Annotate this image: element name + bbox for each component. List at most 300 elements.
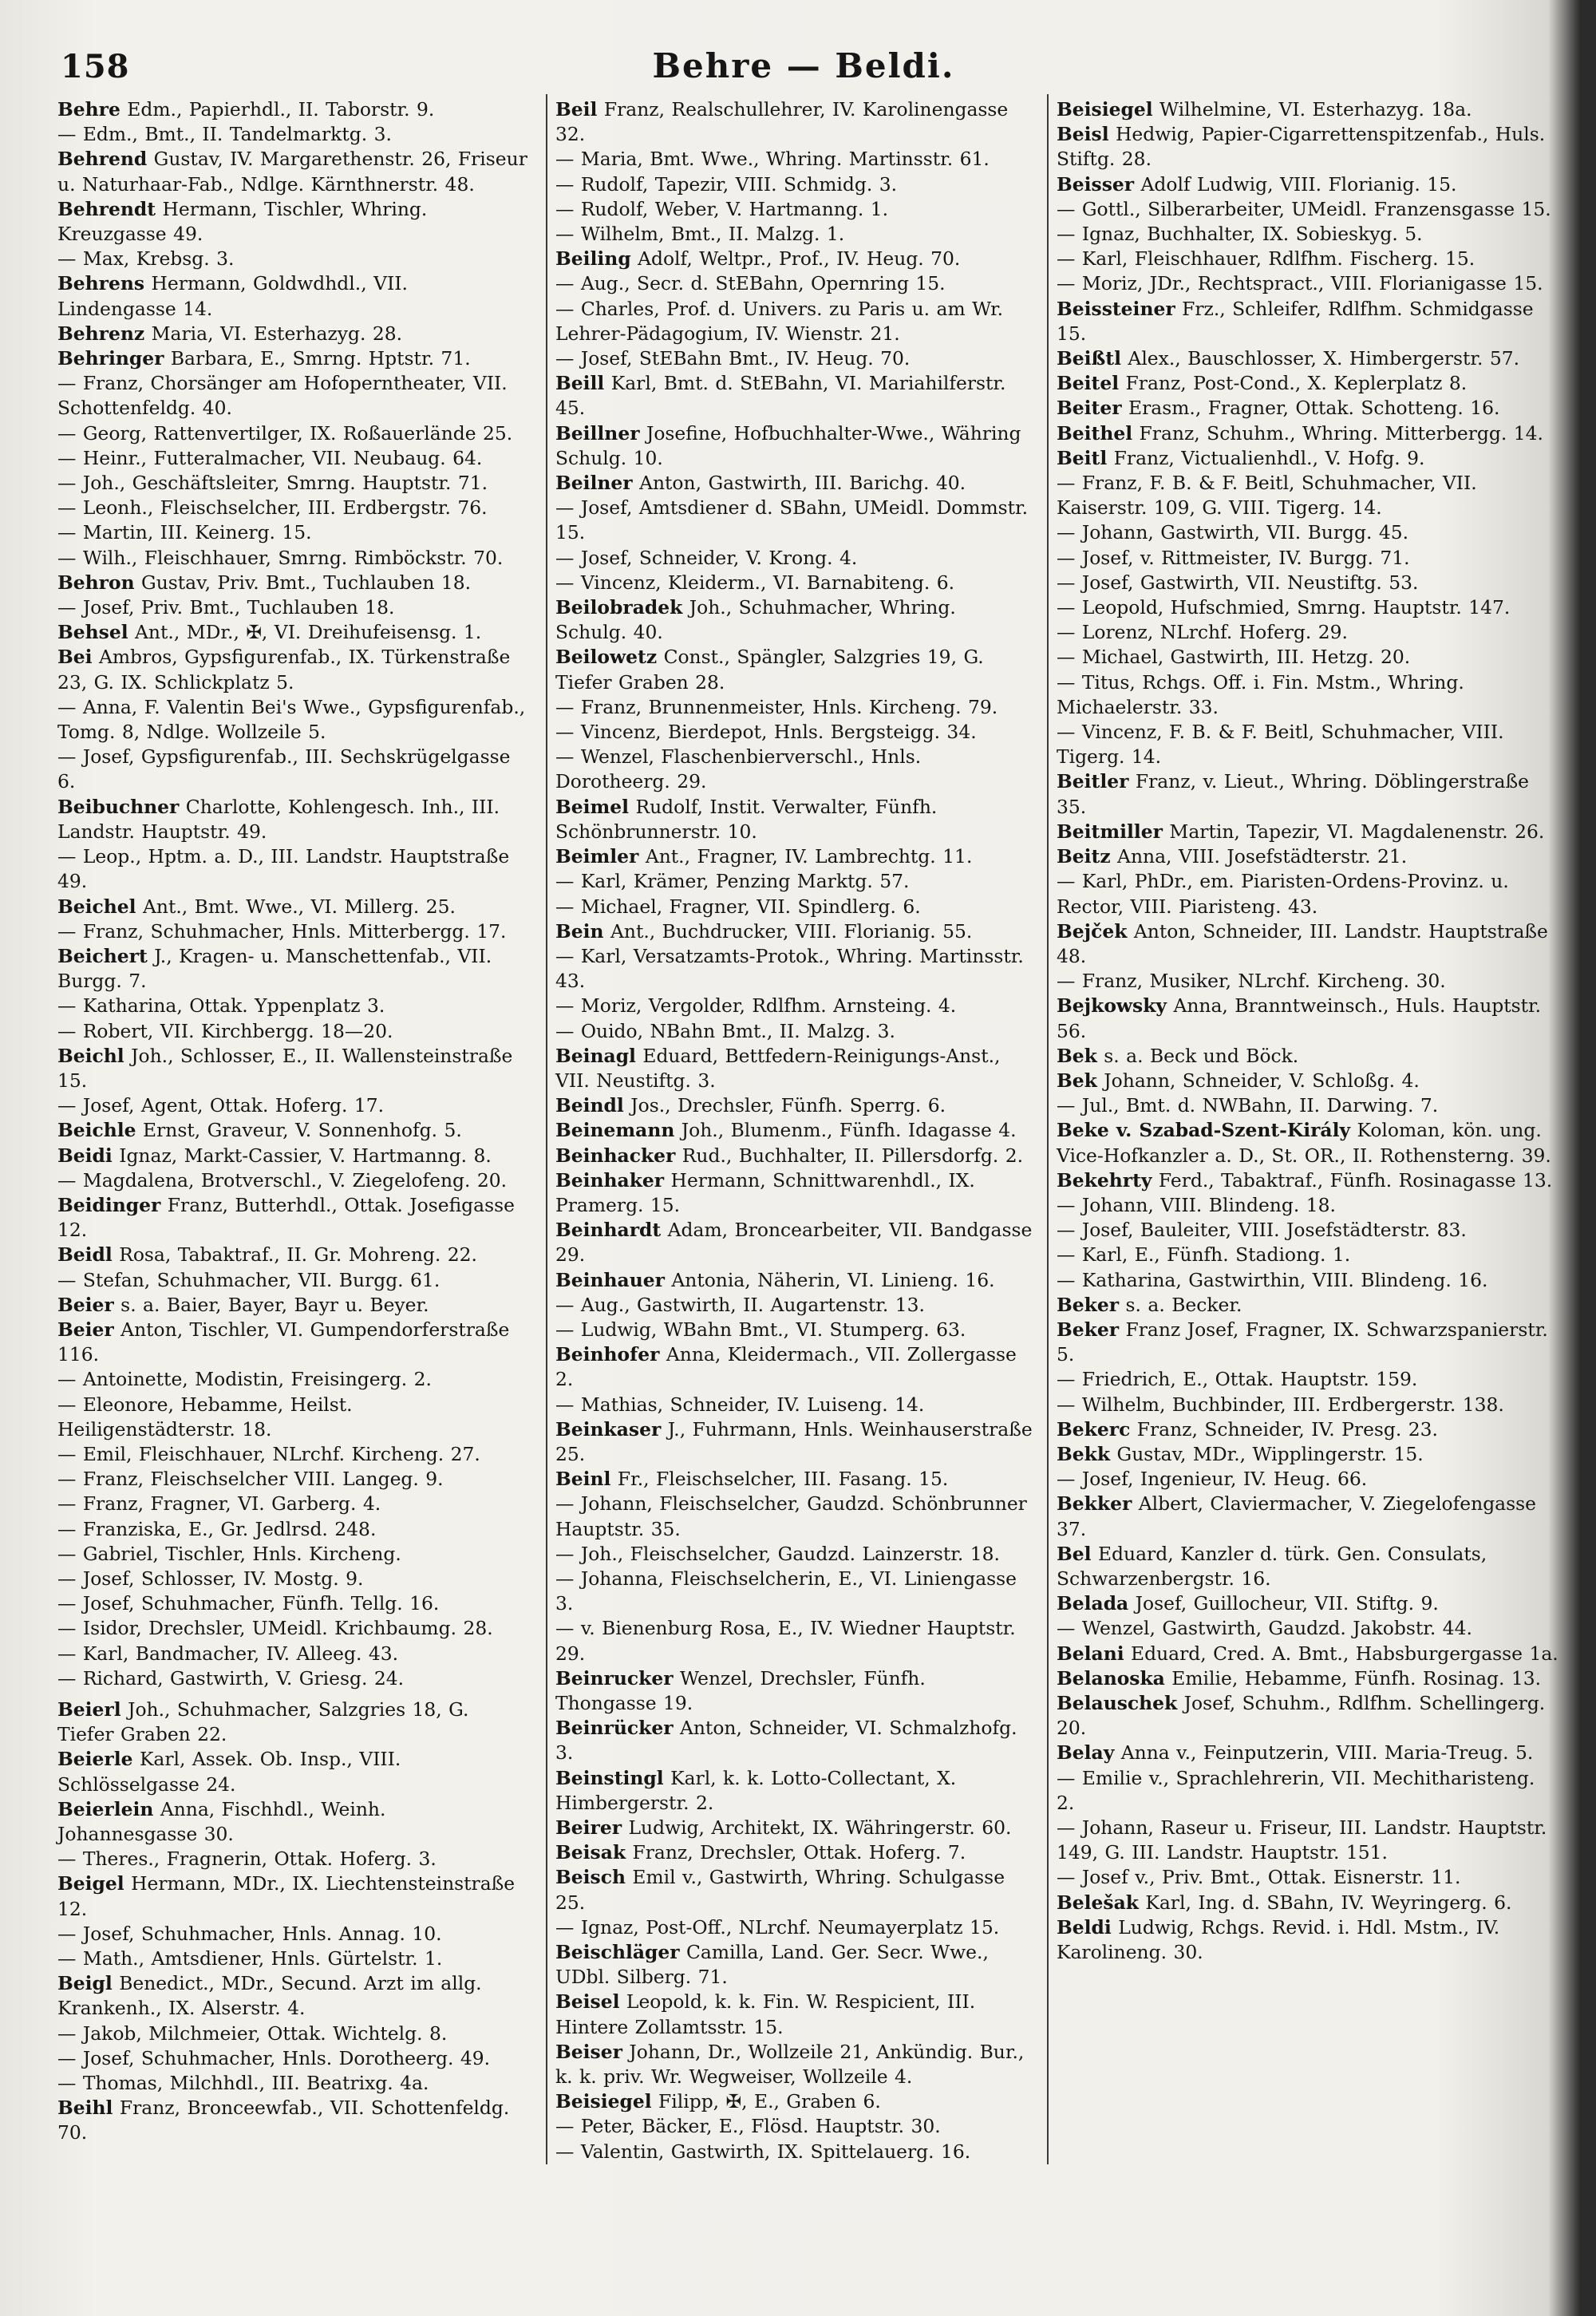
entry-text: Joh., Schuhmacher, Salzgries 18, G. Tiefer Graben 22.: [57, 1698, 469, 1746]
directory-entry: [555, 1816, 1033, 1840]
directory-entry: [57, 247, 531, 271]
entry-surname: Belauschek: [1057, 1692, 1178, 1714]
directory-columns: [57, 97, 1582, 2164]
entry-text: Ferd., Tabaktraf., Fünfh. Rosinagasse 13.: [1152, 1168, 1553, 1192]
entry-text: Rud., Buchhalter, II. Pillersdorfg. 2.: [675, 1144, 1024, 1167]
entry-surname: Beilobradek: [555, 596, 683, 619]
entry-text: — Rudolf, Weber, V. Hartmanng. 1.: [555, 197, 889, 220]
directory-entry: [555, 2140, 1033, 2164]
directory-entry: [57, 1393, 531, 1442]
entry-text: Joh., Schlosser, E., II. Wallensteinstraße 15.: [57, 1044, 513, 1092]
entry-text: — Josef v., Priv. Bmt., Ottak. Eisnerstr. 11.: [1057, 1866, 1461, 1889]
entry-text: Johann, Dr., Wollzeile 21, Ankündig. Bur., k. k. priv. Wr. Wegweiser, Wollzeile 4.: [555, 2040, 1025, 2089]
directory-entry: [555, 1567, 1033, 1616]
directory-entry: [57, 97, 531, 122]
directory-entry: [555, 645, 1033, 694]
directory-entry: [1057, 520, 1559, 545]
directory-entry: [555, 695, 1033, 720]
entry-text: Const., Spängler, Salzgries 19, G. Tiefer Graben 28.: [555, 646, 984, 694]
entry-surname: Beisiegel: [1057, 98, 1153, 121]
directory-entry: [57, 1044, 531, 1093]
entry-text: Ant., Fragner, IV. Lambrechtg. 11.: [638, 845, 973, 868]
directory-entry: [1057, 471, 1559, 520]
directory-entry: [1057, 1168, 1559, 1193]
directory-entry: [555, 1766, 1033, 1816]
entry-text: Eduard, Kanzler d. türk. Gen. Consulats, Schwarzenbergstr. 16.: [1057, 1542, 1487, 1590]
entry-surname: Beke v. Szabad-Szent-Király: [1057, 1119, 1351, 1142]
page-number: 158: [61, 48, 130, 85]
directory-entry: [1057, 1293, 1559, 1318]
entry-text: Anton, Schneider, VI. Schmalzhofg. 3.: [555, 1717, 1017, 1765]
directory-entry: [57, 2046, 531, 2071]
directory-entry: [1057, 396, 1559, 421]
directory-entry: [1057, 346, 1559, 371]
directory-entry: [1057, 1093, 1559, 1118]
entry-text: — Moriz, JDr., Rechtspract., VIII. Florianigasse 15.: [1057, 272, 1543, 295]
entry-text: — Titus, Rchgs. Off. i. Fin. Mstm., Whring. Michaelerstr. 33.: [1057, 670, 1464, 718]
entry-surname: Bek: [1057, 1069, 1097, 1092]
entry-text: — Jul., Bmt. d. NWBahn, II. Darwing. 7.: [1057, 1094, 1439, 1117]
directory-entry: [555, 1940, 1033, 1990]
entry-text: — Max, Krebsg. 3.: [57, 247, 235, 271]
directory-entry: [555, 1840, 1033, 1865]
entry-text: Ant., Bmt. Wwe., VI. Millerg. 25.: [136, 895, 456, 918]
directory-entry: [555, 795, 1033, 844]
directory-entry: [555, 1293, 1033, 1318]
entry-surname: Beierl: [57, 1698, 121, 1721]
entry-text: — Karl, E., Fünfh. Stadiong. 1.: [1057, 1243, 1351, 1267]
directory-entry: [555, 1318, 1033, 1342]
directory-entry: [555, 1542, 1033, 1567]
directory-entry: [57, 1946, 531, 1971]
directory-entry: [57, 1268, 531, 1293]
entry-surname: Beierlein: [57, 1797, 154, 1820]
entry-text: — Ouido, NBahn Bmt., II. Malzg. 3.: [555, 1019, 895, 1042]
entry-text: — v. Bienenburg Rosa, E., IV. Wiedner Hauptstr. 29.: [555, 1617, 1016, 1665]
entry-surname: Beisel: [555, 1990, 620, 2014]
entry-surname: Beinhofer: [555, 1343, 660, 1366]
directory-entry: [1057, 1492, 1559, 1541]
entry-text: — Josef, Schuhmacher, Hnls. Dorotheerg. 49.: [57, 2046, 491, 2069]
entry-surname: Beisak: [555, 1841, 626, 1864]
entry-surname: Belešak: [1057, 1891, 1139, 1914]
entry-text: Karl, Bmt. d. StEBahn, VI. Mariahilferstr. 45.: [555, 372, 1006, 420]
directory-entry: [555, 1990, 1033, 2039]
entry-text: — Josef, Schuhmacher, Fünfh. Tellg. 16.: [57, 1592, 440, 1615]
entry-text: — Vincenz, F. B. & F. Beitl, Schuhmacher, VIII. Tigerg. 14.: [1057, 721, 1504, 769]
entry-text: — Emil, Fleischhauer, NLrchf. Kircheng. 27.: [57, 1442, 480, 1465]
directory-entry: [1057, 994, 1559, 1043]
entry-text: — Valentin, Gastwirth, IX. Spittelauerg. 16.: [555, 2140, 971, 2163]
entry-text: Franz, Bronceewfab., VII. Schottenfeldg. 70.: [57, 2097, 510, 2144]
entry-text: Joh., Schuhmacher, Whring. Schulg. 40.: [555, 596, 956, 644]
entry-surname: Beier: [57, 1318, 114, 1341]
directory-entry: [1057, 595, 1559, 620]
column-2: [555, 97, 1041, 2164]
entry-text: Anna, Kleidermach., VII. Zollergasse 2.: [555, 1343, 1017, 1391]
entry-surname: Beinrücker: [555, 1717, 674, 1740]
directory-entry: [1057, 1891, 1559, 1915]
directory-entry: [57, 147, 531, 196]
entry-surname: Beißtl: [1057, 347, 1121, 370]
directory-entry: [555, 2114, 1033, 2139]
directory-entry: [1057, 1118, 1559, 1168]
entry-surname: Beischläger: [555, 1941, 680, 1964]
directory-entry: [57, 2096, 531, 2145]
directory-entry: [1057, 645, 1559, 670]
entry-surname: Beinhacker: [555, 1144, 676, 1167]
entry-text: Anna v., Feinputzerin, VIII. Maria-Treug. 5.: [1114, 1741, 1534, 1765]
directory-entry: [1057, 869, 1559, 919]
entry-text: — Katharina, Gastwirthin, VIII. Blindeng. 16.: [1057, 1268, 1488, 1291]
entry-surname: Behrens: [57, 272, 145, 295]
entry-text: Adam, Broncearbeiter, VII. Bandgasse 29.: [555, 1219, 1033, 1267]
directory-entry: [1057, 720, 1559, 769]
directory-entry: [57, 895, 531, 919]
entry-text: — Robert, VII. Kirchbergg. 18—20.: [57, 1019, 393, 1042]
entry-text: — Michael, Gastwirth, III. Hetzg. 20.: [1057, 646, 1411, 669]
directory-entry: [555, 720, 1033, 745]
entry-text: — Martin, III. Keinerg. 15.: [57, 521, 312, 544]
directory-entry: [555, 1044, 1033, 1093]
entry-text: Ignaz, Markt-Cassier, V. Hartmanng. 8.: [112, 1144, 492, 1167]
entry-text: J., Kragen- u. Manschettenfab., VII. Burgg. 7.: [57, 944, 492, 993]
entry-text: — Rudolf, Tapezir, VIII. Schmidg. 3.: [555, 172, 898, 196]
entry-surname: Behringer: [57, 347, 164, 370]
directory-entry: [57, 197, 531, 247]
entry-text: Eduard, Cred. A. Bmt., Habsburgergasse 1a.: [1124, 1642, 1558, 1665]
directory-entry: [1057, 247, 1559, 271]
directory-entry: [57, 1144, 531, 1168]
entry-surname: Beisch: [555, 1866, 626, 1889]
entry-text: — Emilie v., Sprachlehrerin, VII. Mechitharisteng. 2.: [1057, 1766, 1535, 1814]
entry-text: Anton, Tischler, VI. Gumpendorferstraße 116.: [57, 1318, 510, 1366]
directory-entry: [1057, 197, 1559, 222]
entry-text: Anton, Gastwirth, III. Barichg. 40.: [632, 472, 966, 495]
entry-text: Hermann, Goldwdhdl., VII. Lindengasse 14.: [57, 272, 408, 320]
entry-text: — Gabriel, Tischler, Hnls. Kircheng.: [57, 1542, 401, 1565]
entry-text: — Aug., Secr. d. StEBahn, Opernring 15.: [555, 272, 946, 295]
entry-text: — Karl, Bandmacher, IV. Alleeg. 43.: [57, 1642, 399, 1665]
entry-surname: Beisser: [1057, 172, 1135, 196]
directory-entry: [57, 1847, 531, 1871]
entry-text: Charlotte, Kohlengesch. Inh., III. Landstr. Hauptstr. 49.: [57, 795, 500, 843]
entry-surname: Beitel: [1057, 372, 1120, 395]
entry-surname: Beitl: [1057, 446, 1108, 469]
entry-text: Karl, Assek. Ob. Insp., VIII. Schlösselgasse 24.: [57, 1748, 401, 1796]
directory-entry: [57, 1168, 531, 1193]
entry-text: J., Fuhrmann, Hnls. Weinhauserstraße 25.: [555, 1417, 1033, 1465]
entry-text: — Isidor, Drechsler, UMeidl. Krichbaumg. 28.: [57, 1617, 493, 1640]
directory-entry: [555, 1716, 1033, 1765]
entry-surname: Beindl: [555, 1094, 624, 1117]
directory-entry: [555, 1268, 1033, 1293]
directory-entry: [57, 1293, 531, 1318]
entry-text: — Anna, F. Valentin Bei's Wwe., Gypsfigurenfab., Tomg. 8, Ndlge. Wollzeile 5.: [57, 695, 526, 744]
directory-entry: [1057, 1591, 1559, 1616]
entry-text: Josefine, Hofbuchhalter-Wwe., Währing Schulg. 10.: [555, 421, 1021, 469]
entry-text: — Heinr., Futteralmacher, VII. Neubaug. 64.: [57, 446, 483, 469]
entry-text: Anna, VIII. Josefstädterstr. 21.: [1110, 845, 1408, 868]
entry-text: Ernst, Graveur, V. Sonnenhofg. 5.: [136, 1119, 462, 1142]
entry-text: — Karl, Versatzamts-Protok., Whring. Martinsstr. 43.: [555, 944, 1024, 993]
directory-entry: [57, 1243, 531, 1267]
entry-text: Fr., Fleischselcher, III. Fasang. 15.: [610, 1468, 949, 1491]
entry-text: — Josef, v. Rittmeister, IV. Burgg. 71.: [1057, 546, 1410, 569]
entry-text: — Michael, Fragner, VII. Spindlerg. 6.: [555, 895, 921, 918]
entry-surname: Beil: [555, 98, 598, 121]
entry-text: — Antoinette, Modistin, Freisingerg. 2.: [57, 1368, 432, 1391]
entry-text: — Ignaz, Buchhalter, IX. Sobieskyg. 5.: [1057, 223, 1423, 246]
entry-text: — Josef, Gastwirth, VII. Neustiftg. 53.: [1057, 571, 1419, 594]
entry-surname: Beinkaser: [555, 1417, 662, 1441]
entry-surname: Beitmiller: [1057, 820, 1163, 843]
directory-entry: [555, 571, 1033, 595]
directory-entry: [57, 1517, 531, 1542]
directory-entry: [1057, 1467, 1559, 1492]
entry-text: Franz, v. Lieut., Whring. Döblingerstraße 35.: [1057, 770, 1529, 818]
entry-text: — Karl, Krämer, Penzing Marktg. 57.: [555, 870, 910, 893]
entry-text: s. a. Becker.: [1119, 1293, 1242, 1316]
entry-surname: Beiling: [555, 247, 631, 271]
entry-text: Ambros, Gypsfigurenfab., IX. Türkenstraße 23, G. IX. Schlickplatz 5.: [57, 646, 511, 694]
entry-surname: Bei: [57, 646, 93, 669]
directory-entry: [1057, 297, 1559, 346]
directory-entry: [57, 520, 531, 545]
directory-entry: [555, 346, 1033, 371]
entry-text: — Stefan, Schuhmacher, VII. Burgg. 61.: [57, 1268, 440, 1291]
directory-entry: [1057, 769, 1559, 819]
directory-entry: [555, 1666, 1033, 1716]
entry-text: — Josef, Schneider, V. Krong. 4.: [555, 546, 858, 569]
entry-text: — Georg, Rattenvertilger, IX. Roßauerlände 25.: [57, 421, 513, 445]
directory-entry: [555, 2089, 1033, 2114]
column-3: [1057, 97, 1567, 2164]
entry-text: — Edm., Bmt., II. Tandelmarktg. 3.: [57, 123, 392, 146]
entry-text: — Thomas, Milchhdl., III. Beatrixg. 4a.: [57, 2072, 429, 2095]
entry-surname: Beldi: [1057, 1915, 1112, 1939]
entry-text: Karl, k. k. Lotto-Collectant, X. Himbergerstr. 2.: [555, 1766, 957, 1814]
entry-surname: Bekerc: [1057, 1417, 1131, 1441]
entry-surname: Beier: [57, 1293, 114, 1316]
entry-text: — Theres., Fragnerin, Ottak. Hoferg. 3.: [57, 1848, 437, 1871]
entry-text: Emilie, Hebamme, Fünfh. Rosinag. 13.: [1164, 1666, 1542, 1690]
entry-surname: Beinhauer: [555, 1268, 665, 1291]
entry-text: Franz, Post-Cond., X. Keplerplatz 8.: [1119, 372, 1468, 395]
entry-surname: Beichl: [57, 1044, 124, 1067]
entry-text: Ant., Buchdrucker, VIII. Florianig. 55.: [603, 919, 973, 943]
directory-entry: [1057, 1865, 1559, 1890]
directory-entry: [57, 1871, 531, 1921]
entry-text: Ludwig, Architekt, IX. Währingerstr. 60.: [622, 1816, 1012, 1840]
directory-entry: [555, 844, 1033, 869]
directory-entry: [57, 994, 531, 1018]
entry-text: Wilhelmine, VI. Esterhazyg. 18a.: [1152, 98, 1472, 121]
directory-entry: [1057, 1193, 1559, 1218]
entry-surname: Beirer: [555, 1816, 622, 1840]
entry-text: Filipp, ✠, E., Graben 6.: [651, 2090, 881, 2113]
directory-entry: [57, 1093, 531, 1118]
directory-entry: [1057, 446, 1559, 471]
entry-text: Franz, Butterhdl., Ottak. Josefigasse 12.: [57, 1193, 515, 1242]
directory-entry: [1057, 1417, 1559, 1442]
directory-entry: [57, 571, 531, 595]
directory-entry: [1057, 1393, 1559, 1417]
entry-text: Franz, Victualienhdl., V. Hofg. 9.: [1107, 446, 1425, 469]
entry-surname: Beibuchner: [57, 795, 180, 818]
entry-surname: Belay: [1057, 1741, 1115, 1765]
directory-entry: [555, 1342, 1033, 1392]
entry-text: Albert, Claviermacher, V. Ziegelofengasse 37.: [1057, 1492, 1536, 1540]
directory-entry: [555, 546, 1033, 571]
entry-text: — Lorenz, NLrchf. Hoferg. 29.: [1057, 621, 1348, 644]
directory-entry: [555, 745, 1033, 794]
entry-text: Martin, Tapezir, VI. Magdalenenstr. 26.: [1162, 820, 1545, 843]
entry-surname: Beichle: [57, 1119, 136, 1142]
entry-text: Hermann, Schnittwarenhdl., IX. Pramerg. 15.: [555, 1168, 975, 1216]
directory-entry: [555, 1218, 1033, 1267]
entry-text: — Jakob, Milchmeier, Ottak. Wichtelg. 8.: [57, 2022, 448, 2045]
directory-entry: [57, 620, 531, 645]
entry-surname: Bekk: [1057, 1442, 1111, 1465]
entry-text: — Maria, Bmt. Wwe., Whring. Martinsstr. 61.: [555, 148, 990, 171]
directory-entry: [1057, 1318, 1559, 1367]
entry-text: — Friedrich, E., Ottak. Hauptstr. 159.: [1057, 1368, 1418, 1391]
directory-entry: [57, 1616, 531, 1641]
entry-text: Erasm., Fragner, Ottak. Schotteng. 16.: [1121, 397, 1500, 420]
entry-text: Franz, Realschullehrer, IV. Karolinengasse 32.: [555, 98, 1009, 146]
entry-surname: Beissteiner: [1057, 297, 1175, 320]
entry-text: — Franz, Schuhmacher, Hnls. Mitterbergg. 17.: [57, 919, 507, 943]
entry-surname: Behrend: [57, 148, 148, 171]
entry-surname: Beisiegel: [555, 2090, 652, 2113]
entry-text: Emil v., Gastwirth, Whring. Schulgasse 25.: [555, 1866, 1005, 1914]
entry-text: — Ludwig, WBahn Bmt., VI. Stumperg. 63.: [555, 1318, 966, 1341]
directory-entry: [57, 1642, 531, 1666]
entry-text: Adolf Ludwig, VIII. Florianig. 15.: [1134, 172, 1457, 196]
directory-entry: [555, 944, 1033, 994]
directory-entry: [555, 1616, 1033, 1666]
directory-entry: [1057, 820, 1559, 844]
directory-entry: [1057, 421, 1559, 446]
directory-entry: [57, 1193, 531, 1243]
directory-entry: [555, 2040, 1033, 2089]
entry-text: Gustav, MDr., Wipplingerstr. 15.: [1110, 1442, 1424, 1465]
directory-entry: [555, 1417, 1033, 1467]
entry-text: — Ignaz, Post-Off., NLrchf. Neumayerplatz 15.: [555, 1915, 1000, 1939]
entry-text: — Josef, Bauleiter, VIII. Josefstädterstr. 83.: [1057, 1219, 1467, 1242]
entry-text: Barbara, E., Smrng. Hptstr. 71.: [164, 347, 471, 370]
entry-text: — Wilhelm, Buchbinder, III. Erdbergerstr. 138.: [1057, 1393, 1504, 1416]
entry-surname: Belanoska: [1057, 1666, 1165, 1690]
entry-text: s. a. Baier, Bayer, Bayr u. Beyer.: [113, 1293, 429, 1316]
entry-text: Jos., Drechsler, Fünfh. Sperrg. 6.: [623, 1094, 946, 1117]
directory-entry: [57, 1591, 531, 1616]
directory-entry: [1057, 371, 1559, 396]
entry-text: Maria, VI. Esterhazyg. 28.: [144, 322, 403, 345]
entry-surname: Belada: [1057, 1592, 1129, 1615]
directory-entry: [57, 271, 531, 321]
directory-entry: [555, 147, 1033, 172]
directory-entry: [1057, 1691, 1559, 1741]
directory-entry: [555, 1865, 1033, 1915]
entry-text: Gustav, Priv. Bmt., Tuchlauben 18.: [134, 571, 472, 594]
entry-text: Anna, Fischhdl., Weinh. Johannesgasse 30.: [57, 1797, 386, 1846]
directory-entry: [1057, 620, 1559, 645]
directory-entry: [1057, 122, 1559, 172]
directory-entry: [1057, 844, 1559, 869]
directory-entry: [1057, 1616, 1559, 1641]
directory-entry: [57, 844, 531, 894]
directory-entry: [57, 1019, 531, 1044]
directory-entry: [555, 869, 1033, 894]
entry-text: Wenzel, Drechsler, Fünfh. Thongasse 19.: [555, 1666, 926, 1714]
entry-text: — Joh., Fleischselcher, Gaudzd. Lainzerstr. 18.: [555, 1542, 1000, 1565]
page-header: [57, 41, 1582, 94]
entry-text: Koloman, kön. ung. Vice-Hofkanzler a. D., St. OR., II. Rothensterng. 39.: [1057, 1119, 1551, 1167]
entry-text: — Josef, Gypsfigurenfab., III. Sechskrügelgasse 6.: [57, 745, 511, 793]
entry-text: Alex., Bauschlosser, X. Himbergerstr. 57.: [1121, 347, 1520, 370]
directory-entry: [1057, 670, 1559, 720]
directory-entry: [57, 795, 531, 844]
directory-entry: [1057, 1766, 1559, 1816]
entry-text: Anton, Schneider, III. Landstr. Hauptstraße 48.: [1057, 919, 1548, 967]
entry-text: Hermann, MDr., IX. Liechtensteinstraße 12.: [57, 1872, 516, 1920]
entry-text: Hermann, Tischler, Whring. Kreuzgasse 49.: [57, 197, 428, 246]
entry-surname: Beinemann: [555, 1119, 675, 1142]
entry-surname: Beillner: [555, 421, 640, 445]
entry-text: — Wilh., Fleischhauer, Smrng. Rimböckstr. 70.: [57, 546, 504, 569]
directory-entry: [555, 1019, 1033, 1044]
directory-entry: [1057, 1666, 1559, 1691]
directory-entry: [57, 122, 531, 147]
directory-entry: [57, 695, 531, 745]
entry-text: Hedwig, Papier-Cigarrettenspitzenfab., Huls. Stiftg. 28.: [1057, 123, 1546, 171]
entry-surname: Beidinger: [57, 1193, 161, 1216]
entry-text: — Vincenz, Bierdepot, Hnls. Bergsteigg. 34.: [555, 721, 977, 744]
directory-entry: [1057, 1915, 1559, 1965]
directory-entry: [57, 371, 531, 421]
entry-text: — Franziska, E., Gr. Jedlrsd. 248.: [57, 1517, 377, 1540]
directory-entry: [555, 595, 1033, 645]
entry-text: — Franz, Chorsänger am Hofoperntheater, VII. Schottenfeldg. 40.: [57, 372, 508, 420]
directory-entry: [555, 1093, 1033, 1118]
entry-text: — Richard, Gastwirth, V. Griesg. 24.: [57, 1666, 405, 1690]
entry-surname: Beithel: [1057, 421, 1133, 445]
entry-text: Ant., MDr., ✠, VI. Dreihufeisensg. 1.: [128, 621, 482, 644]
entry-text: Josef, Guillocheur, VII. Stiftg. 9.: [1128, 1592, 1439, 1615]
entry-surname: Beinagl: [555, 1044, 636, 1067]
directory-entry: [1057, 172, 1559, 197]
directory-entry: [57, 1367, 531, 1392]
entry-text: — Joh., Geschäftsleiter, Smrng. Hauptstr. 71.: [57, 472, 488, 495]
entry-surname: Beinhaker: [555, 1168, 665, 1192]
directory-entry: [57, 471, 531, 496]
entry-text: — Vincenz, Kleiderm., VI. Barnabiteng. 6.: [555, 571, 955, 594]
directory-entry: [57, 346, 531, 371]
entry-surname: Belani: [1057, 1642, 1124, 1665]
entry-surname: Behron: [57, 571, 135, 594]
entry-text: Antonia, Näherin, VI. Linieng. 16.: [664, 1268, 995, 1291]
directory-entry: [57, 919, 531, 944]
directory-entry: [57, 1318, 531, 1367]
entry-text: — Moriz, Vergolder, Rdlfhm. Arnsteing. 4.: [555, 994, 957, 1018]
entry-text: Camilla, Land. Ger. Secr. Wwe., UDbl. Silberg. 71.: [555, 1941, 989, 1989]
directory-entry: [555, 471, 1033, 496]
directory-entry: [555, 919, 1033, 944]
entry-text: Leopold, k. k. Fin. W. Respicient, III. Hintere Zollamtsstr. 15.: [555, 1990, 976, 2038]
directory-entry: [1057, 919, 1559, 969]
